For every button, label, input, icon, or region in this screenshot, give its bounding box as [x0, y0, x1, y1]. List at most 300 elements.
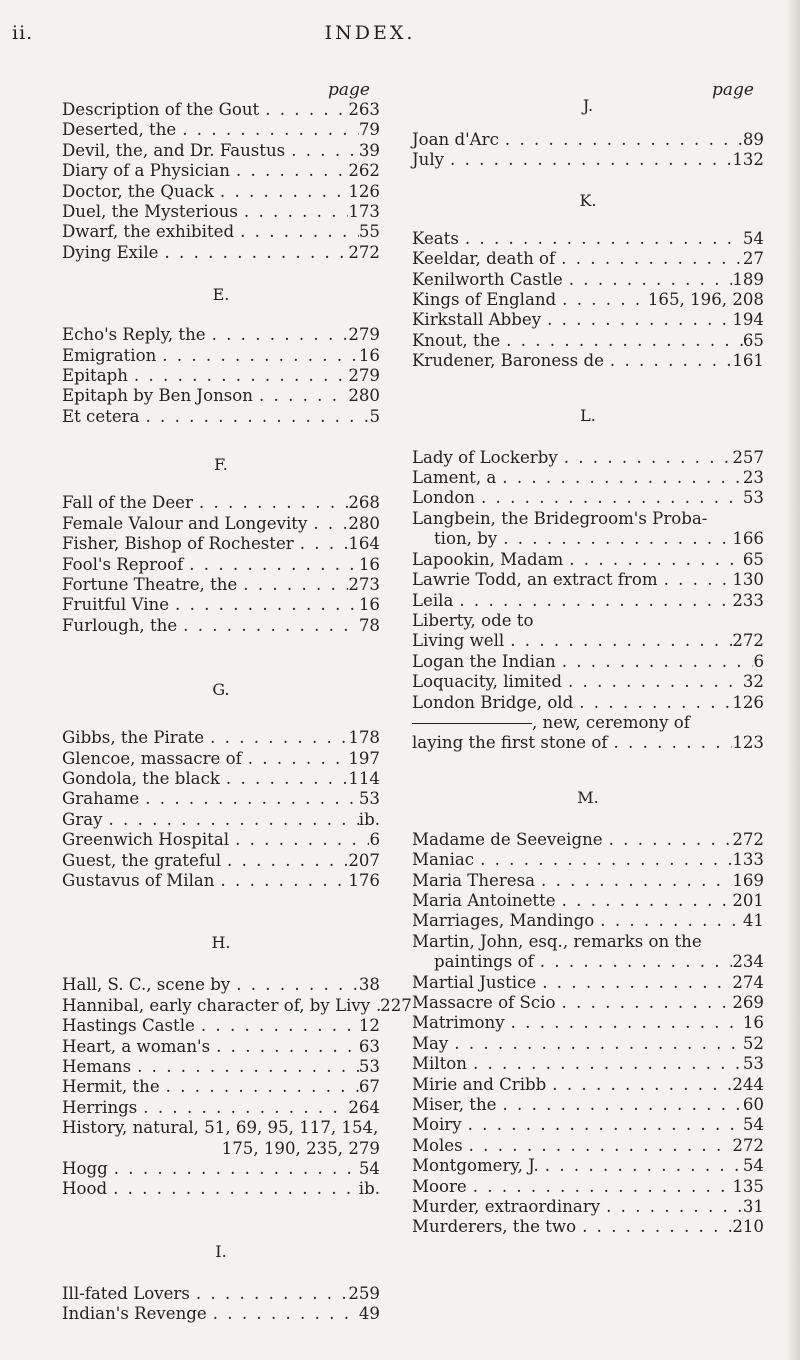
- entry-title: Et cetera: [62, 406, 140, 426]
- index-entry: [412, 331, 764, 351]
- entry-page: 227: [380, 995, 412, 1015]
- index-entry: [62, 789, 380, 809]
- entry-title: Logan the Indian: [412, 651, 556, 671]
- entry-title: Hastings Castle: [62, 1016, 195, 1036]
- section-letter-k: K.: [579, 190, 597, 210]
- index-entry: [62, 769, 380, 789]
- dot-leader: [139, 789, 359, 809]
- index-entry: [62, 1284, 380, 1304]
- entry-page: 269: [732, 993, 764, 1012]
- index-entry: [62, 1057, 380, 1077]
- entry-page: 272: [732, 829, 764, 849]
- entry-page: 39: [358, 140, 380, 160]
- dot-leader: [294, 534, 349, 554]
- index-entry: [412, 672, 764, 692]
- entry-title: Grahame: [62, 789, 140, 809]
- entry-title: Living well: [412, 631, 505, 651]
- index-entry: [412, 270, 764, 290]
- entry-page: 6: [753, 651, 764, 671]
- index-entry: laying the first stone of . . . 123: [412, 733, 764, 753]
- index-entry: [412, 1034, 764, 1054]
- entry-title: Fruitful Vine: [62, 595, 170, 615]
- entry-page: 16: [358, 595, 380, 615]
- section-h2: [62, 1159, 380, 1200]
- index-entry: [412, 1115, 764, 1135]
- index-entry: [412, 652, 764, 672]
- dot-leader: [259, 100, 348, 120]
- dot-leader: [210, 1037, 359, 1057]
- dot-leader: [556, 290, 648, 310]
- entry-page: 130: [732, 570, 764, 590]
- section-e: [62, 325, 380, 427]
- entry-title: Moles: [412, 1135, 463, 1155]
- dot-leader: [504, 631, 732, 651]
- entry-title: Deserted, the: [62, 120, 177, 140]
- entry-title: Epitaph by Ben Jonson: [62, 386, 253, 406]
- dot-leader: [499, 130, 743, 150]
- dot-leader: [195, 1016, 359, 1036]
- dot-leader: [190, 1284, 348, 1304]
- entry-title: Fortune Theatre, the: [62, 574, 238, 594]
- index-entry: [62, 1098, 380, 1118]
- dot-leader: [541, 310, 732, 330]
- index-entry: [412, 1197, 764, 1217]
- entry-page: 197: [348, 748, 380, 768]
- entry-title: Lapookin, Madam: [412, 549, 564, 569]
- entry-page: 49: [358, 1304, 380, 1324]
- entry-title: Massacre of Scio: [412, 993, 556, 1012]
- entry-title: Kenilworth Castle: [412, 269, 563, 289]
- entry-page: 263: [348, 100, 380, 119]
- entry-page: 165, 196, 208: [647, 290, 764, 310]
- new-bridge-entry: , new, ceremony of: [412, 713, 764, 733]
- dot-leader: [658, 570, 733, 590]
- entry-page: 173: [348, 202, 380, 222]
- entry-title: Maniac: [412, 850, 475, 870]
- entry-page: 201: [732, 890, 764, 910]
- dot-leader: [214, 182, 348, 202]
- section-g: [62, 728, 380, 891]
- section-i: [62, 1284, 380, 1325]
- section-letter-l: L.: [580, 405, 596, 425]
- entry-page: 161: [732, 351, 764, 371]
- entry-page: 194: [732, 310, 764, 330]
- dot-leader: [444, 150, 732, 170]
- dot-leader: [536, 973, 732, 993]
- index-entry: [62, 851, 380, 871]
- index-entry: [62, 222, 380, 242]
- entry-page: 169: [732, 870, 764, 890]
- entry-title: Doctor, the Quack: [62, 181, 214, 201]
- entry-title: Heart, a woman's: [62, 1036, 211, 1056]
- index-entry: [62, 1118, 380, 1138]
- entry-page: 279: [348, 366, 380, 386]
- entry-title: Glencoe, massacre of: [62, 748, 242, 768]
- entry-page: 279: [348, 325, 380, 345]
- entry-page: 164: [348, 534, 380, 554]
- entry-title: Gondola, the black: [62, 768, 220, 788]
- section-m-b: [412, 973, 764, 1238]
- dot-leader: [206, 325, 349, 345]
- dot-leader: [546, 1075, 732, 1095]
- entry-page: 53: [358, 1057, 380, 1076]
- entry-title: London Bridge, old: [412, 692, 574, 712]
- section-letter-g: G.: [212, 680, 230, 700]
- entry-page: 274: [732, 972, 764, 992]
- entry-title: Female Valour and Longevity: [62, 513, 308, 533]
- entry-title: Murderers, the two: [412, 1217, 577, 1237]
- entry-title: July: [412, 150, 445, 170]
- dot-leader: [505, 1013, 743, 1033]
- entry-title: Emigration: [62, 345, 157, 365]
- dot-leader: [176, 120, 359, 140]
- index-entry: [62, 100, 380, 120]
- dot-leader: [555, 249, 743, 269]
- entry-title: Knout, the: [412, 330, 501, 350]
- index-entry: [412, 1075, 764, 1095]
- index-entry: [412, 1013, 764, 1033]
- index-entry: [412, 850, 764, 870]
- section-h: [62, 975, 412, 1138]
- entry-title: History, natural, 51, 69, 95, 117, 154,: [62, 1118, 379, 1138]
- section-letter-i: I.: [215, 1241, 227, 1261]
- index-entry: [412, 591, 764, 611]
- entry-title: Diary of a Physician: [62, 161, 230, 181]
- dot-leader: [160, 1077, 359, 1097]
- dot-leader: [462, 1115, 743, 1135]
- page-column-label-right: page: [712, 80, 754, 100]
- dot-leader: [220, 769, 348, 789]
- entry-page: 54: [358, 1159, 380, 1179]
- entry-page: 280: [348, 513, 380, 533]
- section-letter-e: E.: [212, 285, 230, 305]
- entry-page: 67: [358, 1077, 380, 1097]
- index-entry: [412, 1136, 764, 1156]
- entry-page: 54: [742, 1115, 764, 1135]
- entry-page: 262: [348, 161, 380, 181]
- index-entry: [412, 993, 764, 1013]
- index-entry: [412, 631, 764, 651]
- dot-leader: [500, 331, 743, 351]
- dot-leader: [600, 1197, 743, 1217]
- entry-page: 65: [742, 549, 764, 569]
- dot-leader: [556, 652, 754, 672]
- dot-leader: [177, 616, 359, 636]
- entry-page: 268: [348, 493, 380, 513]
- index-entry: [62, 182, 380, 202]
- entry-page: 27: [742, 249, 764, 269]
- index-entry: [412, 310, 764, 330]
- index-entry: [412, 229, 764, 249]
- dot-leader: [156, 346, 359, 366]
- entry-title: Dying Exile: [62, 242, 159, 262]
- entry-page: 79: [358, 120, 380, 140]
- entry-title: Hemans: [62, 1057, 132, 1076]
- entry-title: Keeldar, death of: [412, 249, 556, 269]
- dot-leader: [467, 1054, 743, 1074]
- entry-title: Kings of England: [412, 290, 557, 310]
- entry-title: Krudener, Baroness de: [412, 351, 604, 371]
- section-letter-f: F.: [214, 455, 228, 475]
- index-entry: [412, 911, 764, 931]
- index-entry: [412, 611, 764, 631]
- dot-leader: [556, 891, 733, 911]
- dot-leader: [603, 830, 733, 850]
- entry-page: 210: [732, 1217, 764, 1237]
- page-column-label: page: [328, 80, 370, 100]
- entry-page: 280: [348, 386, 380, 406]
- entry-title: Description of the Gout: [62, 100, 260, 119]
- entry-page: 178: [348, 728, 380, 748]
- entry-page: 272: [732, 1135, 764, 1155]
- entry-title: Liberty, ode to: [412, 610, 534, 630]
- index-entry: [62, 830, 380, 850]
- entry-title: Murder, extraordinary: [412, 1197, 601, 1217]
- dot-leader: [128, 366, 348, 386]
- dot-leader: [563, 270, 733, 290]
- entry-page: 53: [742, 1054, 764, 1074]
- entry-title: Dwarf, the exhibited: [62, 222, 235, 242]
- index-entry: [62, 514, 380, 534]
- entry-page: 54: [742, 1156, 764, 1176]
- entry-title: Lament, a: [412, 468, 497, 488]
- index-entry: [62, 1016, 380, 1036]
- entry-title: Maria Antoinette: [412, 890, 556, 910]
- dot-leader: [562, 672, 743, 692]
- dot-leader: [535, 871, 732, 891]
- dot-leader: [207, 1304, 359, 1324]
- history-continuation: 175, 190, 235, 279: [221, 1138, 380, 1158]
- index-entry: [62, 871, 380, 891]
- entry-page: ib.: [358, 809, 380, 829]
- dot-leader: [193, 493, 348, 513]
- index-entry: [62, 728, 380, 748]
- entry-title: Hood: [62, 1179, 108, 1199]
- index-entry: [412, 130, 764, 150]
- entry-title: Hannibal, early character of, by Livy: [62, 995, 371, 1015]
- entry-page: 244: [732, 1074, 764, 1094]
- dot-leader: [558, 448, 733, 468]
- entry-page: 52: [742, 1033, 764, 1053]
- entry-title: Milton: [412, 1054, 467, 1074]
- entry-title: Matrimony: [412, 1013, 505, 1033]
- index-entry: [412, 570, 764, 590]
- index-entry: [412, 1177, 764, 1197]
- entry-title: Madame de Seeveigne: [412, 829, 603, 849]
- index-entry: [62, 407, 380, 427]
- ditto-rule: [412, 723, 532, 724]
- dot-leader: [137, 1098, 348, 1118]
- index-entry: [62, 161, 380, 181]
- section-m-a: [412, 830, 764, 932]
- entry-title: Gray: [62, 809, 103, 829]
- entry-page: 38: [358, 975, 380, 995]
- entry-title: Montgomery, J.: [412, 1156, 539, 1176]
- left-column: [62, 80, 412, 1325]
- entry-title: Greenwich Hospital: [62, 830, 230, 850]
- entry-page: 78: [358, 615, 380, 635]
- dot-leader: [237, 575, 348, 595]
- dot-leader: [285, 141, 359, 161]
- index-entry: [62, 386, 380, 406]
- entry-title: Hermit, the: [62, 1077, 160, 1097]
- index-entry: [62, 749, 380, 769]
- dot-leader: [475, 488, 743, 508]
- entry-page: 264: [348, 1097, 380, 1117]
- entry-page: 60: [742, 1095, 764, 1115]
- entry-title: May: [412, 1033, 449, 1053]
- entry-title: Moore: [412, 1176, 467, 1196]
- dot-leader: [459, 229, 743, 249]
- entry-title: Lady of Lockerby: [412, 447, 558, 467]
- dot-leader: [496, 1095, 742, 1115]
- index-entry: [62, 995, 412, 1016]
- dot-leader: [158, 243, 348, 263]
- dot-leader: [539, 1156, 743, 1176]
- entry-page: 207: [348, 850, 380, 870]
- dot-leader: [453, 591, 732, 611]
- entry-page: 23: [742, 468, 764, 488]
- entry-title: Fool's Reproof: [62, 554, 184, 574]
- entry-title: Hall, S. C., scene by: [62, 975, 231, 995]
- right-column: [412, 80, 764, 1238]
- index-entry: [62, 325, 380, 345]
- dot-leader: [573, 693, 732, 713]
- entry-title: London: [412, 488, 475, 508]
- entry-page: 114: [348, 768, 380, 788]
- entry-page: 5: [369, 406, 380, 426]
- section-l-b: [412, 550, 764, 713]
- index-entry: [412, 1095, 764, 1115]
- dot-leader: [204, 728, 348, 748]
- section-l-a: [412, 448, 764, 509]
- index-entry: [412, 830, 764, 850]
- index-entry: tion, by . . . 166: [412, 529, 764, 549]
- entry-title: Maria Theresa: [412, 870, 536, 890]
- index-entry: [62, 1037, 380, 1057]
- dot-leader: [307, 514, 348, 534]
- dot-leader: [474, 850, 732, 870]
- entry-title: Leila: [412, 590, 454, 610]
- index-entry: [412, 290, 764, 310]
- entry-page: 31: [742, 1197, 764, 1217]
- entry-page: 259: [348, 1283, 380, 1303]
- dot-leader: [229, 830, 369, 850]
- dot-leader: [576, 1217, 732, 1237]
- index-entry: [412, 1217, 764, 1237]
- index-entry: [62, 810, 380, 830]
- dot-leader: [221, 851, 348, 871]
- entry-page: 16: [742, 1013, 764, 1033]
- entry-page: 63: [358, 1036, 380, 1056]
- entry-title: Gibbs, the Pirate: [62, 728, 205, 748]
- index-entry: [62, 534, 380, 554]
- dot-leader: [604, 351, 732, 371]
- page-title: INDEX.: [324, 22, 416, 44]
- entry-title: Fisher, Bishop of Rochester: [62, 534, 294, 554]
- index-entry: [412, 891, 764, 911]
- dot-leader: [131, 1057, 359, 1077]
- entry-title: Miser, the: [412, 1095, 497, 1115]
- index-entry: [412, 150, 764, 170]
- index-entry: [412, 448, 764, 468]
- entry-page: 126: [732, 692, 764, 712]
- section-letter-m: M.: [577, 787, 599, 807]
- page-edge-shadow: [786, 0, 800, 1360]
- entry-title: Epitaph: [62, 366, 128, 386]
- entry-title: Devil, the, and Dr. Faustus: [62, 140, 286, 160]
- entry-page: 16: [358, 345, 380, 365]
- entry-title: Hogg: [62, 1159, 108, 1179]
- index-entry: [62, 1304, 380, 1324]
- entry-title: Moiry: [412, 1115, 462, 1135]
- entry-title: Lawrie Todd, an extract from: [412, 570, 658, 590]
- entry-title: Fall of the Deer: [62, 493, 193, 513]
- entry-title: Marriages, Mandingo: [412, 911, 595, 931]
- index-entry: [62, 1179, 380, 1199]
- entry-title: Echo's Reply, the: [62, 325, 206, 345]
- dot-leader: [234, 222, 359, 242]
- entry-page: 233: [732, 590, 764, 610]
- entry-page: 272: [732, 631, 764, 651]
- dot-leader: [463, 1136, 733, 1156]
- index-entry: [412, 1054, 764, 1074]
- dot-leader: [139, 407, 369, 427]
- index-entry: [62, 493, 380, 513]
- dot-leader: [242, 749, 349, 769]
- entry-page: 133: [732, 850, 764, 870]
- entry-page: 53: [358, 789, 380, 809]
- index-entry: paintings of . . . 234: [412, 952, 764, 972]
- entry-page: 132: [732, 150, 764, 170]
- entry-title: Kirkstall Abbey: [412, 310, 542, 330]
- index-entry: [62, 1159, 380, 1179]
- index-entry: [412, 488, 764, 508]
- index-entry: [62, 575, 380, 595]
- entry-title: Duel, the Mysterious: [62, 202, 238, 222]
- dot-leader: [370, 996, 380, 1016]
- section-letter-j: J.: [582, 96, 594, 115]
- entry-page: 257: [732, 447, 764, 467]
- section-d: [62, 100, 380, 263]
- index-entry: [62, 1077, 380, 1097]
- entry-page: 176: [348, 870, 380, 890]
- index-entry: [412, 468, 764, 488]
- entry-title: Loquacity, limited: [412, 672, 562, 692]
- entry-page: ib.: [358, 1179, 380, 1199]
- dot-leader: [183, 555, 359, 575]
- section-letter-h: H.: [211, 933, 231, 953]
- section-j: [412, 130, 764, 171]
- entry-page: 6: [369, 830, 380, 850]
- entry-page: 65: [742, 330, 764, 350]
- dot-leader: [448, 1034, 743, 1054]
- entry-title: Mirie and Cribb: [412, 1074, 547, 1094]
- entry-page: 32: [742, 672, 764, 692]
- entry-page: 12: [358, 1016, 380, 1036]
- martin-entry: Martin, John, esq., remarks on the: [412, 931, 702, 951]
- index-entry: [62, 975, 380, 995]
- dot-leader: [496, 468, 743, 488]
- entry-page: 53: [742, 488, 764, 508]
- entry-page: 135: [732, 1176, 764, 1196]
- index-entry: [412, 249, 764, 269]
- entry-page: 272: [348, 242, 380, 262]
- dot-leader: [556, 993, 733, 1013]
- entry-title: Martial Justice: [412, 972, 537, 992]
- entry-page: 126: [348, 181, 380, 201]
- dot-leader: [467, 1177, 733, 1197]
